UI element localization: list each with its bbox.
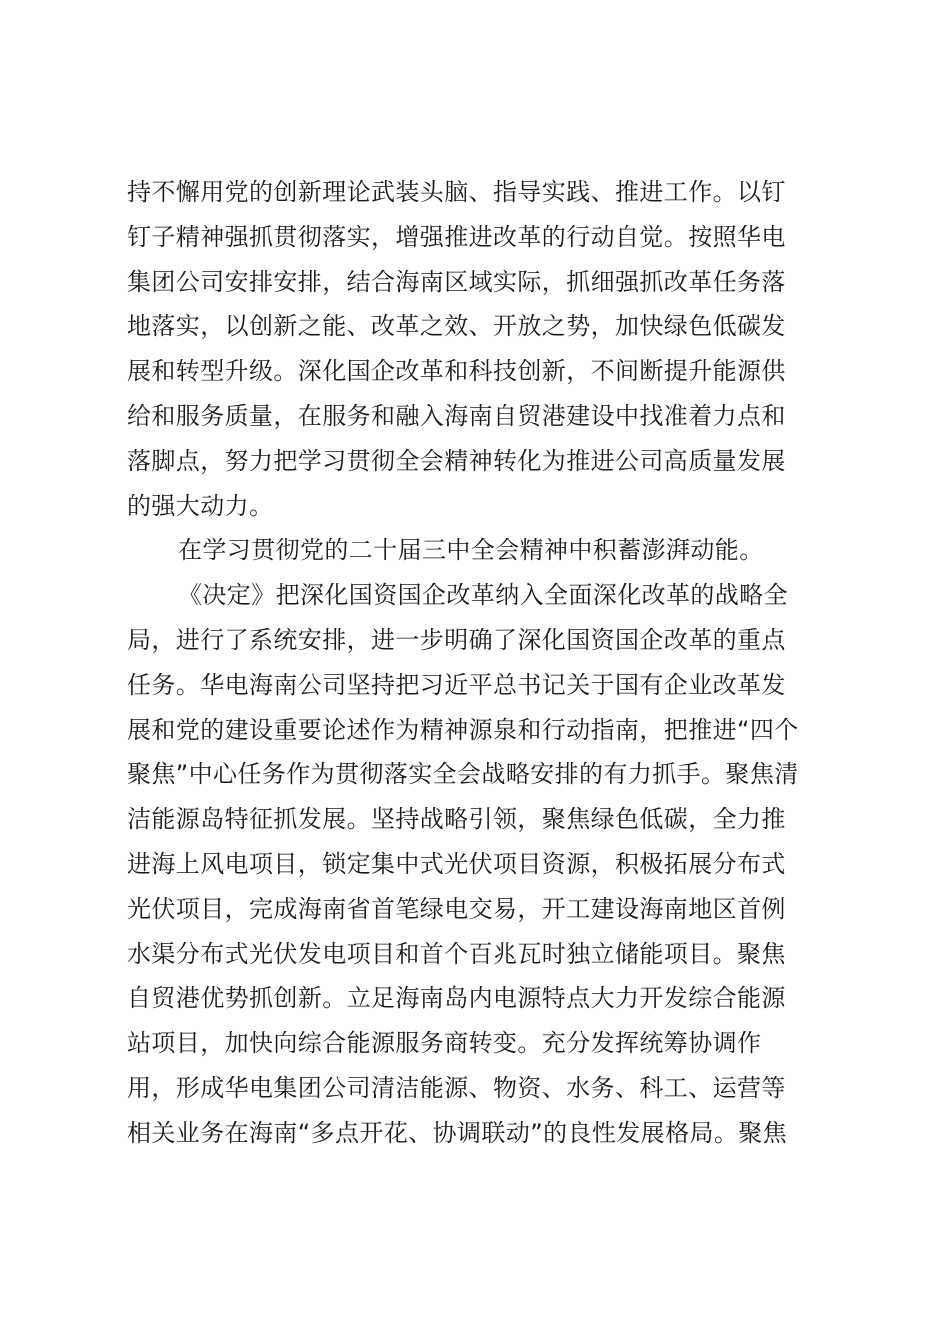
text-line: 任务。华电海南公司坚持把习近平总书记关于国有企业改革发 [127, 670, 786, 699]
text-line: 聚焦”中心任务作为贯彻落实全会战略安排的有力抓手。聚焦清 [127, 760, 799, 789]
text-line: 展和党的建设重要论述作为精神源泉和行动指南，把推进“四个 [127, 715, 799, 744]
text-line: 给和服务质量，在服务和融入海南自贸港建设中找准着力点和 [127, 401, 786, 430]
text-line: 集团公司安排安排，结合海南区域实际，抓细强抓改革任务落 [127, 267, 786, 296]
text-line: 钉子精神强抓贯彻落实，增强推进改革的行动自觉。按照华电 [127, 222, 786, 251]
text-line: 持不懈用党的创新理论武装头脑、指导实践、推进工作。以钉 [127, 178, 786, 206]
text-line: 水渠分布式光伏发电项目和首个百兆瓦时独立储能项目。聚焦 [127, 939, 786, 968]
text-line: 相关业务在海南“多点开花、协调联动”的良性发展格局。聚焦 [127, 1118, 788, 1147]
section-heading: 在学习贯彻党的二十届三中全会精神中积蓄澎湃动能。 [178, 536, 764, 565]
body-text [127, 170, 827, 1156]
text-line: 站项目，加快向综合能源服务商转变。充分发挥统筹协调作 [127, 1029, 762, 1058]
text-line: 落脚点，努力把学习贯彻全会精神转化为推进公司高质量发展 [127, 446, 786, 475]
text-line: 地落实，以创新之能、改革之效、开放之势，加快绿色低碳发 [127, 312, 786, 341]
text-line: 用，形成华电集团公司清洁能源、物资、水务、科工、运营等 [127, 1073, 786, 1102]
text-line: 《决定》把深化国资国企改革纳入全面深化改革的战略全 [178, 581, 788, 610]
text-line: 自贸港优势抓创新。立足海南岛内电源特点大力开发综合能源 [127, 984, 786, 1013]
text-line: 展和转型升级。深化国企改革和科技创新，不间断提升能源供 [127, 357, 786, 386]
text-line: 进海上风电项目，锁定集中式光伏项目资源，积极拓展分布式 [127, 849, 786, 878]
text-line: 光伏项目，完成海南省首笔绿电交易，开工建设海南地区首例 [127, 894, 786, 923]
text-line: 局，进行了系统安排，进一步明确了深化国资国企改革的重点 [127, 625, 786, 654]
text-line: 洁能源岛特征抓发展。坚持战略引领，聚焦绿色低碳，全力推 [127, 805, 786, 834]
text-line: 的强大动力。 [127, 491, 274, 520]
